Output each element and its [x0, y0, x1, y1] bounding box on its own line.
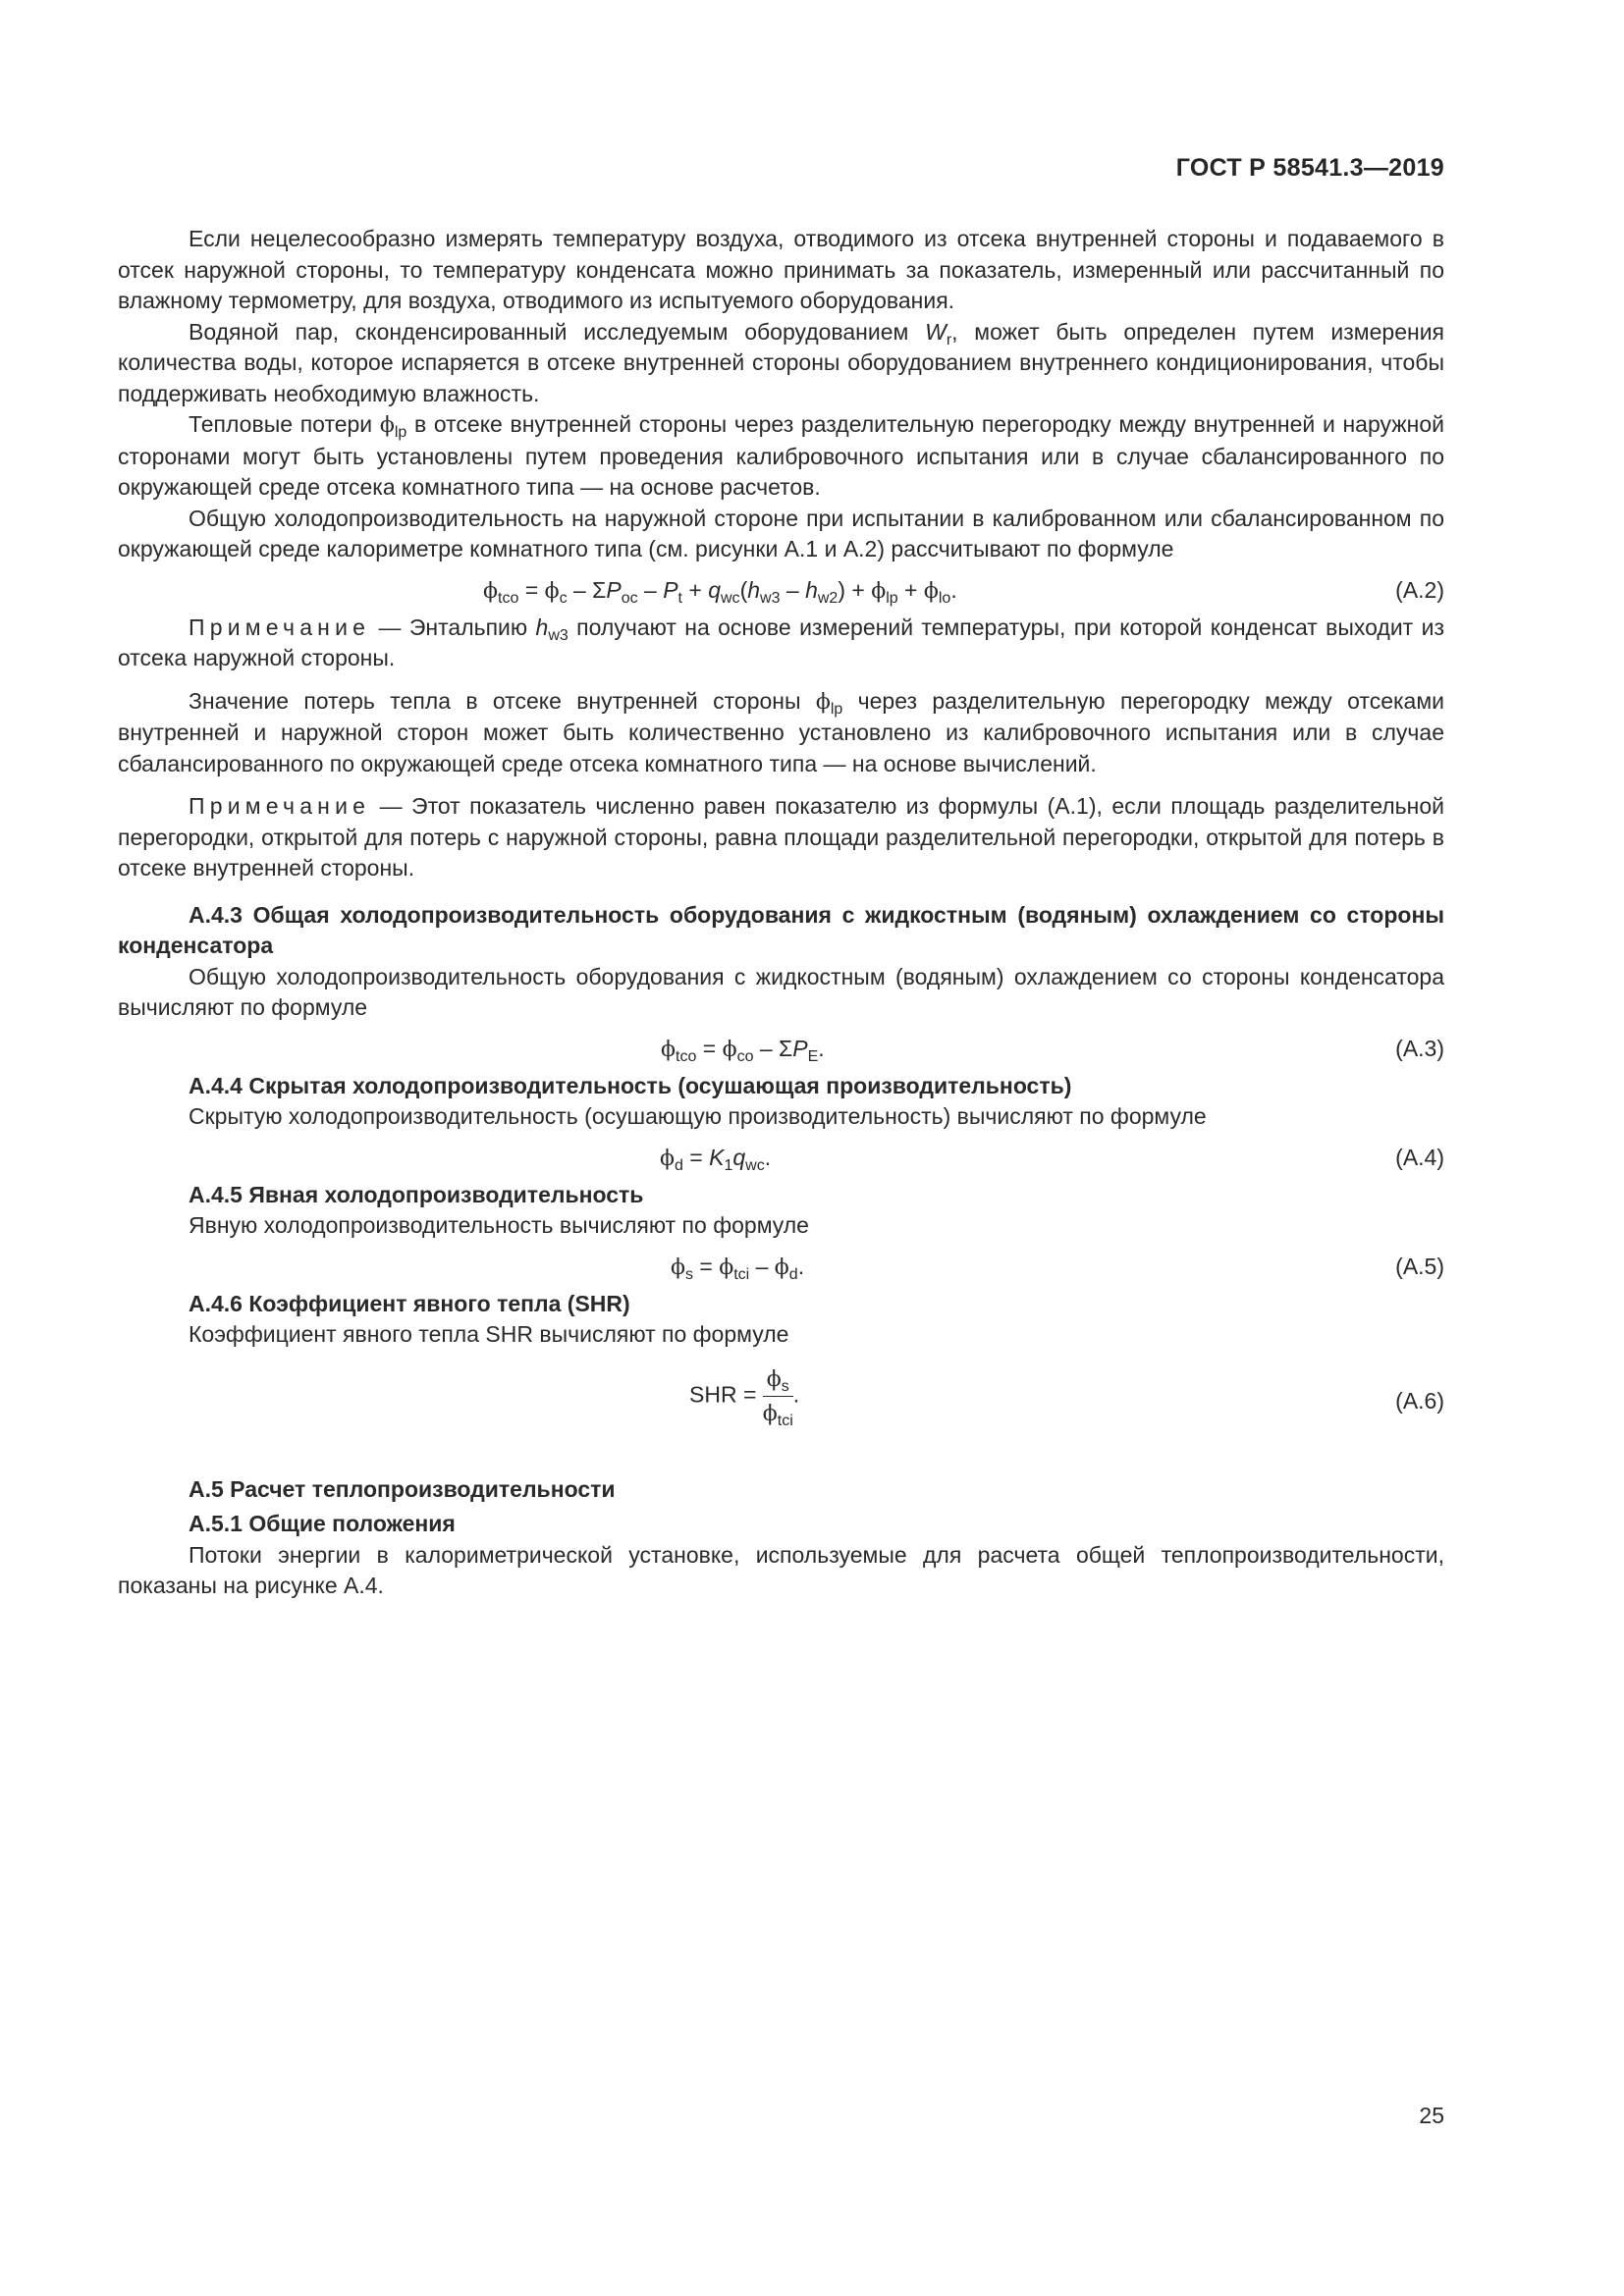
paragraph: Если нецелесообразно измерять температуру воздуха, отводимого из отсека внутренней стороны и подаваемого в отсек наружной стороны, то температуру конденсата можно принимать за показатель, измеренный или рассчитанный по влажному термометру, для воздуха, отводимого из испытуемого оборудования. [118, 226, 1444, 313]
note [118, 791, 1444, 884]
paragraph: Явную холодопроизводительность вычисляют по формуле [189, 1212, 809, 1238]
section-heading-a5: А.5 Расчет теплопроизводительности [189, 1475, 616, 1502]
text-run: через разделительную перегородку между отсеками внутренней и наружной сторон может быть количественно установлено из калибровочного испытания или в случае сбалансированного по окружающей среде отсека комнатного типа — на основе вычислений. [118, 687, 1445, 776]
text-run: Значение потерь тепла в отсеке внутренней стороны [189, 687, 816, 714]
formula-a3 [118, 1028, 1444, 1069]
section-heading-a44: А.4.4 Скрытая холодопроизводительность (осушающая производительность) [189, 1072, 1072, 1098]
subscript: lp [830, 700, 843, 718]
paragraph: Общую холодопроизводительность оборудования с жидкостным (водяным) охлаждением со стороны конденсатора вычисляют по формуле [118, 963, 1444, 1020]
phi-symbol: ϕ [379, 413, 395, 438]
formula-expression: $\phi_s = \phi_{tci} - \phi_d$. [671, 1253, 805, 1283]
section-heading-a51: А.5.1 Общие положения [189, 1511, 456, 1536]
section-heading-a45: А.4.5 Явная холодопроизводительность [189, 1181, 644, 1207]
paragraph: Коэффициент явного тепла SHR вычисляют по формуле [189, 1321, 789, 1347]
text-run: Водяной пар, сконденсированный исследуемым оборудованием [189, 318, 926, 345]
paragraph [118, 686, 1444, 780]
formula-number: (А.6) [1395, 1387, 1444, 1414]
note-label: Примечание [189, 793, 371, 819]
formula-a4 [118, 1137, 1444, 1178]
formula-expression: SHR = $\frac{\phi_s}{\phi_{tci}}$ . [689, 1364, 799, 1428]
formula-number: (А.4) [1395, 1144, 1444, 1170]
page-content [118, 224, 1444, 1602]
section-heading-a43: А.4.3 Общая холодопроизводительность оборудования с жидкостным (водяным) охлаждением со стороны конденсатора [118, 901, 1444, 958]
phi-symbol: ϕ [815, 689, 831, 715]
text-run: , может быть определен путем измерения количества воды, которое испаряется в отсеке внутренней стороны оборудованием внутреннего кондиционирования, чтобы поддерживать необходимую влажность. [118, 318, 1444, 406]
formula-expression: $\phi_{tco} = \phi_{co} - \Sigma P_E$. [661, 1035, 825, 1065]
note [118, 613, 1444, 674]
paragraph: Потоки энергии в калориметрической установке, используемые для расчета общей теплопроизводительности, показаны на рисунке А.4. [118, 1541, 1444, 1598]
formula-a2 [118, 569, 1444, 611]
paragraph: Скрытую холодопроизводительность (осушающую производительность) вычисляют по формуле [189, 1103, 1207, 1129]
variable: W [925, 318, 947, 345]
paragraph [118, 317, 1444, 410]
fraction: $\frac{\phi_s}{\phi_{tci}}$ [763, 1364, 793, 1428]
subscript: w3 [548, 626, 568, 644]
variable: h [535, 614, 549, 640]
text-run: — Энтальпию [370, 614, 536, 640]
formula-expression: $\phi_{tco} = \phi_c - \Sigma P_{oc} - P_t + q_{wc}(h_{w3} - h_{w2}) + \phi_{lp} + \phi_{lo}$. [483, 576, 957, 607]
section-heading-a46: А.4.6 Коэффициент явного тепла (SHR) [189, 1290, 630, 1316]
paragraph: Общую холодопроизводительность на наружной стороне при испытании в калиброванном или сбалансированном по окружающей среде калориметре комнатного типа (см. рисунки А.1 и А.2) рассчитывают по формуле [118, 505, 1444, 561]
formula-number: (А.2) [1395, 576, 1444, 603]
formula-number: (А.5) [1395, 1253, 1444, 1279]
paragraph [118, 409, 1444, 504]
subscript: r [946, 331, 952, 348]
text-run: в отсеке внутренней стороны через разделительную перегородку между внутренней и наружной сторонами могут быть установлены путем проведения калибровочного испытания или в случае сбалансированного по окружающей среде отсека комнатного типа — на основе расчетов. [118, 411, 1444, 500]
document-header: ГОСТ Р 58541.3—2019 [1175, 154, 1444, 182]
text-run: Тепловые потери [189, 411, 380, 437]
formula-a5 [118, 1246, 1444, 1287]
note-label: Примечание [189, 614, 371, 640]
formula-expression: $\phi_d = K_1q_{wc}$. [660, 1144, 772, 1174]
page-number: 25 [1419, 2103, 1444, 2128]
text-run: — Этот показатель численно равен показателю из формулы (А.1), если площадь разделительной перегородки, открытой для потерь с наружной стороны, равна площади разделительной перегородки, открытой для потерь в отсеке внутренней стороны. [118, 793, 1444, 881]
formula-number: (А.3) [1395, 1035, 1444, 1061]
text-run: получают на основе измерений температуры, при которой конденсат выходит из отсека наружной стороны. [118, 614, 1444, 670]
subscript: lp [394, 424, 407, 441]
formula-a6 [118, 1359, 1444, 1453]
